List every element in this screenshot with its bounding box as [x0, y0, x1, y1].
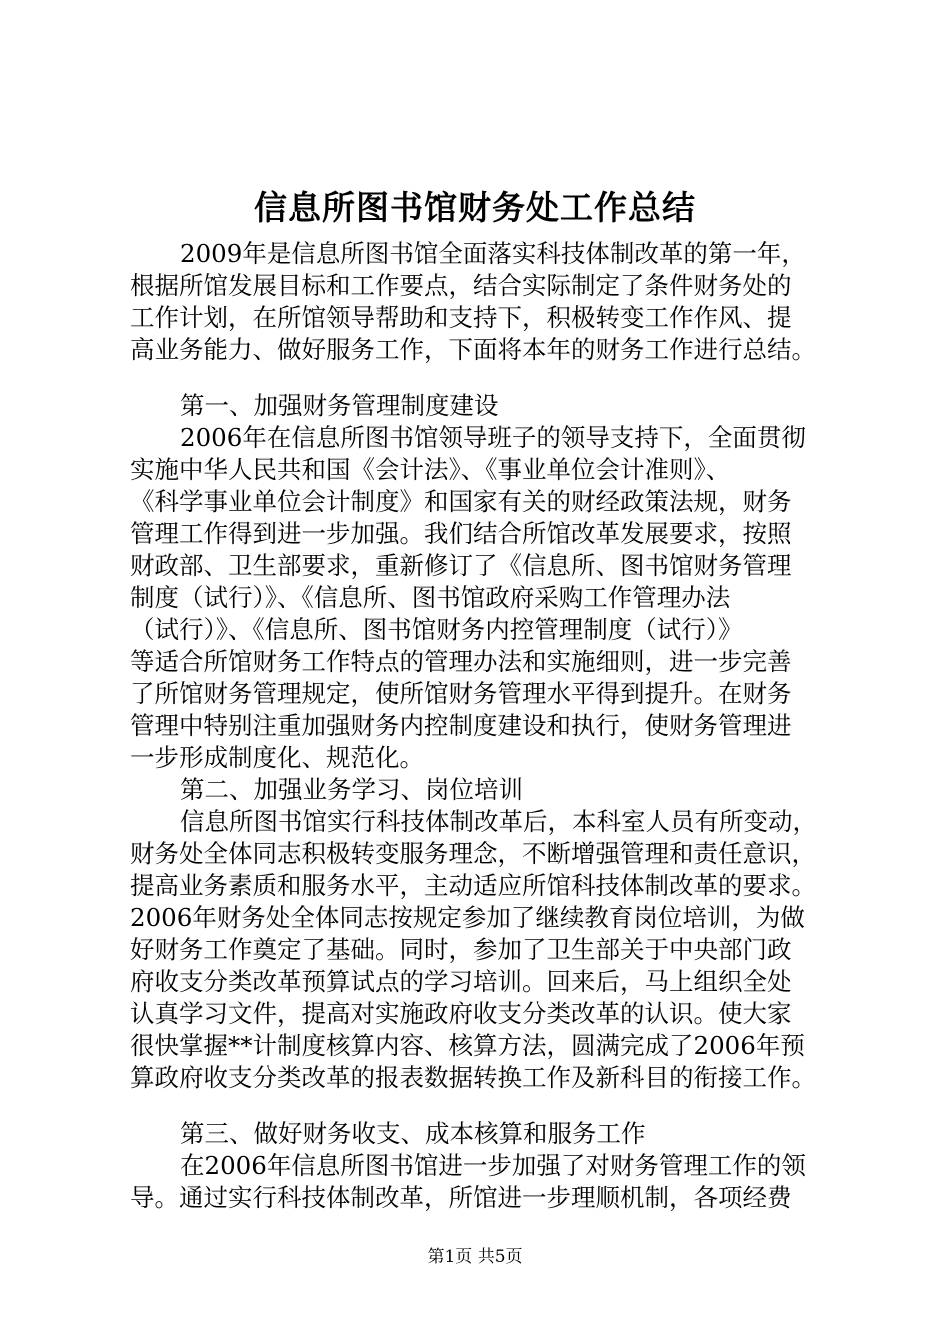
paragraph-line: 等适合所馆财务工作特点的管理办法和实施细则，进一步完善: [130, 647, 792, 676]
paragraph-line: 很快掌握**计制度核算内容、核算方法，圆满完成了2006年预: [130, 1031, 805, 1060]
paragraph-line: 财政部、卫生部要求，重新修订了《信息所、图书馆财务管理: [130, 551, 792, 580]
document-title: 信息所图书馆财务处工作总结: [254, 188, 696, 227]
paragraph-line: （试行）》、《信息所、图书馆财务内控管理制度（试行）》: [130, 615, 743, 644]
paragraph-line: 管理工作得到进一步加强。我们结合所馆改革发展要求，按照: [130, 519, 792, 548]
paragraph-line: 高业务能力、做好服务工作，下面将本年的财务工作进行总结。: [130, 335, 816, 364]
section-heading: 第一、加强财务管理制度建设: [180, 391, 499, 420]
paragraph-line: 实施中华人民共和国《会计法》、《事业单位会计准则》、: [130, 455, 731, 484]
paragraph-line: 一步形成制度化、规范化。: [130, 743, 424, 772]
paragraph-line: 了所馆财务管理规定，使所馆财务管理水平得到提升。在财务: [130, 679, 792, 708]
paragraph-line: 信息所图书馆实行科技体制改革后，本科室人员有所变动，: [180, 807, 817, 836]
paragraph-line: 府收支分类改革预算试点的学习培训。回来后，马上组织全处: [130, 967, 792, 996]
paragraph-line: 算政府收支分类改革的报表数据转换工作及新科目的衔接工作。: [130, 1063, 816, 1092]
page-footer: 第1页 共5页: [427, 1247, 523, 1267]
paragraph-line: 好财务工作奠定了基础。同时，参加了卫生部关于中央部门政: [130, 935, 792, 964]
paragraph-line: 《科学事业单位会计制度》和国家有关的财经政策法规，财务: [130, 487, 792, 516]
paragraph-line: 在2006年信息所图书馆进一步加强了对财务管理工作的领: [180, 1151, 806, 1180]
section-heading: 第二、加强业务学习、岗位培训: [180, 775, 523, 804]
paragraph-line: 认真学习文件，提高对实施政府收支分类改革的认识。使大家: [130, 999, 792, 1028]
paragraph-line: 工作计划，在所馆领导帮助和支持下，积极转变工作作风、提: [130, 303, 792, 332]
paragraph-line: 2006年在信息所图书馆领导班子的领导支持下，全面贯彻: [180, 423, 806, 452]
paragraph-line: 根据所馆发展目标和工作要点，结合实际制定了条件财务处的: [130, 271, 792, 300]
paragraph-line: 2006年财务处全体同志按规定参加了继续教育岗位培训，为做: [130, 903, 805, 932]
paragraph-line: 导。通过实行科技体制改革，所馆进一步理顺机制，各项经费: [130, 1183, 792, 1212]
paragraph-line: 制度（试行）》、《信息所、图书馆政府采购工作管理办法: [130, 583, 731, 612]
paragraph-line: 财务处全体同志积极转变服务理念，不断增强管理和责任意识，: [130, 839, 816, 868]
section-heading: 第三、做好财务收支、成本核算和服务工作: [180, 1119, 646, 1148]
paragraph-line: 提高业务素质和服务水平，主动适应所馆科技体制改革的要求。: [130, 871, 816, 900]
paragraph-line: 2009年是信息所图书馆全面落实科技体制改革的第一年，: [180, 239, 806, 268]
paragraph-line: 管理中特别注重加强财务内控制度建设和执行，使财务管理进: [130, 711, 792, 740]
